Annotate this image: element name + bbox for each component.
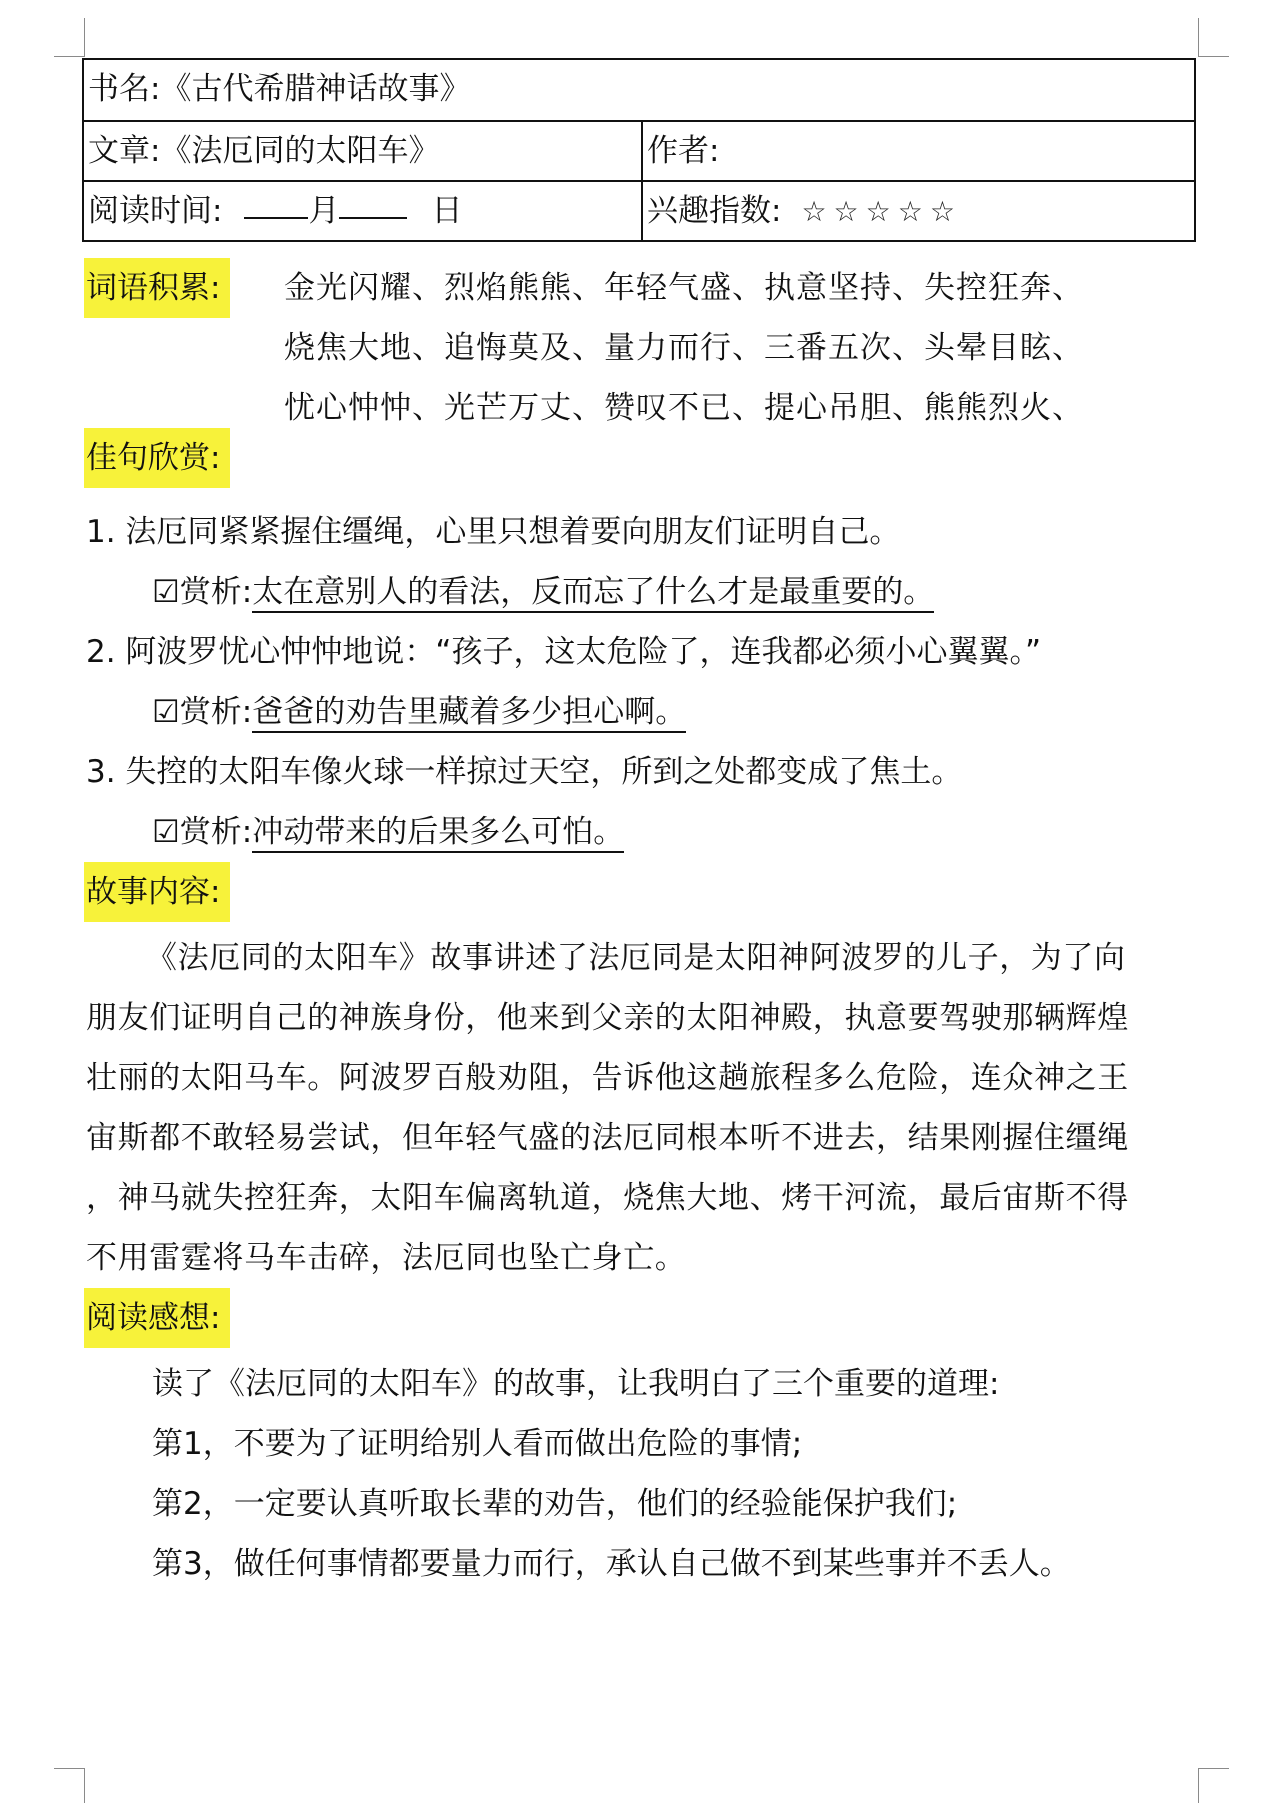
vocab-line: 烧焦大地、追悔莫及、量力而行、三番五次、头晕目眩、 (284, 330, 1084, 366)
article-title: 《法厄同的太阳车》 (160, 133, 440, 169)
vocab-heading: 词语积累: (84, 258, 230, 318)
author-label: 作者: (647, 133, 720, 169)
crop-mark-top-left (54, 18, 85, 57)
sentences-heading: 佳句欣赏: (84, 428, 230, 488)
story-line: 不用雷霆将马车击碎，法厄同也坠亡身亡。 (86, 1240, 687, 1276)
book-label: 书名: (88, 71, 161, 107)
analysis-line (152, 572, 934, 612)
author-cell[interactable] (643, 122, 1194, 180)
vocab-line: 金光闪耀、烈焰熊熊、年轻气盛、执意坚持、失控狂奔、 (284, 270, 1084, 306)
sentence-item: 2. 阿波罗忧心忡忡地说：“孩子，这太危险了，连我都必须小心翼翼。” (86, 634, 1042, 670)
book-row (84, 60, 1194, 120)
info-table (82, 58, 1196, 242)
analysis-line (152, 812, 624, 852)
analysis-text: 冲动带来的后果多么可怕。 (252, 814, 624, 853)
analysis-label: ☑赏析: (152, 694, 253, 730)
analysis-text: 爸爸的劝告里藏着多少担心啊。 (252, 694, 686, 733)
analysis-line (152, 692, 686, 732)
thought-line: 第1，不要为了证明给别人看而做出危险的事情; (152, 1426, 803, 1462)
story-line: ，神马就失控狂奔，太阳车偏离轨道，烧焦大地、烤干河流，最后宙斯不得 (86, 1180, 1129, 1216)
story-line: 朋友们证明自己的神族身份，他来到父亲的太阳神殿，执意要驾驶那辆辉煌 (86, 1000, 1129, 1036)
story-heading: 故事内容: (84, 862, 230, 922)
month-label: 月 (308, 193, 340, 229)
sentence-item: 3. 失控的太阳车像火球一样掠过天空，所到之处都变成了焦土。 (86, 754, 963, 790)
thoughts-heading: 阅读感想: (84, 1288, 230, 1348)
thought-line: 第3，做任何事情都要量力而行，承认自己做不到某些事并不丢人。 (152, 1546, 1071, 1582)
crop-mark-top-right (1198, 18, 1229, 57)
reading-time-label: 阅读时间: (88, 193, 223, 229)
analysis-text: 太在意别人的看法，反而忘了什么才是最重要的。 (252, 574, 934, 613)
crop-mark-bottom-right (1198, 1768, 1229, 1803)
day-label: 日 (431, 193, 463, 229)
time-row (84, 180, 1194, 240)
interest-cell (643, 182, 1194, 240)
article-row (84, 120, 1194, 180)
day-blank[interactable] (339, 183, 407, 219)
article-label: 文章: (88, 133, 161, 169)
book-title: 《古代希腊神话故事》 (160, 71, 471, 107)
story-line: 《法厄同的太阳车》故事讲述了法厄同是太阳神阿波罗的儿子，为了向 (146, 940, 1126, 976)
vocab-line: 忧心忡忡、光芒万丈、赞叹不已、提心吊胆、熊熊烈火、 (284, 390, 1084, 426)
story-line: 宙斯都不敢轻易尝试，但年轻气盛的法厄同根本听不进去，结果刚握住缰绳 (86, 1120, 1129, 1156)
story-line: 壮丽的太阳马车。阿波罗百般劝阻，告诉他这趟旅程多么危险，连众神之王 (86, 1060, 1129, 1096)
interest-label: 兴趣指数: (647, 193, 782, 229)
analysis-label: ☑赏析: (152, 574, 253, 610)
thought-line: 第2，一定要认真听取长辈的劝告，他们的经验能保护我们; (152, 1486, 958, 1522)
thought-line: 读了《法厄同的太阳车》的故事，让我明白了三个重要的道理: (152, 1366, 1000, 1402)
interest-stars-rating[interactable]: ☆☆☆☆☆ (801, 195, 962, 228)
month-blank[interactable] (244, 183, 308, 219)
crop-mark-bottom-left (54, 1768, 85, 1803)
reading-time-cell (84, 182, 643, 240)
article-cell (84, 122, 643, 180)
book-cell (84, 60, 1194, 120)
sentence-item: 1. 法厄同紧紧握住缰绳，心里只想着要向朋友们证明自己。 (86, 514, 901, 550)
analysis-label: ☑赏析: (152, 814, 253, 850)
